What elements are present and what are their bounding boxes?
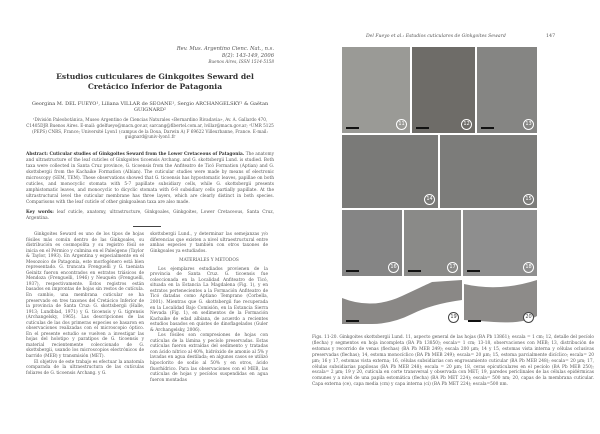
figure-panel-11 bbox=[342, 47, 410, 133]
panel-number: 11 bbox=[396, 119, 407, 130]
journal-name: Rev. Mus. Argentino Cienc. Nat., n.s. bbox=[176, 46, 274, 52]
figure-panel-20 bbox=[464, 278, 537, 326]
figure-panel-14 bbox=[342, 135, 438, 208]
panel-number: 20 bbox=[523, 312, 534, 323]
panel-number: 14 bbox=[424, 194, 435, 205]
panel-number: 12 bbox=[461, 119, 472, 130]
paragraph: Los fósiles son compresiones de hojas con cutículas de la lámina y pecíolo preservadas. Estas cutículas fueron extraídas del sedimento y tratadas con ácido nítrico al 40%, hidróxido de amonio al 5% y lavadas en agua destilada; en algunos casos se utilizó hipoclorito de sodio al 50% y en otros, ácido fluorhídrico. Para las observaciones con el MEB, las cutículas de hojas y pecíolos suspendidas en agua fueron montadas bbox=[150, 333, 268, 383]
figure-panel-12 bbox=[412, 47, 475, 133]
panel-number: 13 bbox=[523, 119, 534, 130]
scale-bar bbox=[467, 270, 480, 272]
keywords-text: leaf cuticle, anatomy, ultrastructure, Ginkgoales, Ginkgoites, Lower Cretaceous, Santa Cruz, Argentina. bbox=[26, 210, 274, 221]
panel-number: 19 bbox=[448, 312, 459, 323]
cuticle-section-image bbox=[342, 278, 462, 326]
paper-authors: Georgina M. DEL FUEYO¹, Liliana VILLAR de SEOANE¹, Sergio ARCHANGELSKY¹ & Gaëtan GUIGNARD² bbox=[31, 101, 269, 114]
figure-panel-18 bbox=[463, 210, 537, 276]
author-affiliations: ¹División Paleobotánica, Museo Argentino de Ciencias Naturales «Bernardino Rivadavia», Av. A. Gallardo 470, C1405DJR Buenos Aires. E-mail: gdelfueyo@macn.gov.ar, sarcang@fibertel.com.ar, lvillar@macn.gov.ar; ²UMR 5125 (PEPS) CNRS, France; Université Lyon1 (campus de la Doua, Darwin A) F 69622 Villeurbanne, France. E-mail: guignard@univ-lyon1.fr bbox=[26, 117, 274, 140]
figure-panel-19 bbox=[342, 278, 462, 326]
scale-bar bbox=[416, 127, 429, 129]
body-column-2 bbox=[150, 232, 268, 383]
keywords-label: Key words: bbox=[26, 210, 54, 215]
scale-bar bbox=[346, 320, 359, 322]
section-heading: MATERIALES Y METODOS bbox=[179, 258, 239, 264]
figure-panel-16 bbox=[342, 210, 402, 276]
paragraph: El objetivo de este trabajo es efectuar la anatomía comparada de la ultraestructura de las cutículas foliares de G. ticoensis Archang. y G. bbox=[26, 359, 144, 376]
abstract-label: Abstract: Cuticular studies of Ginkgoites Seward from the Lower Cretaceous of Patagonia. bbox=[26, 152, 245, 157]
panel-number: 16 bbox=[388, 262, 399, 273]
paragraph: Los ejemplares estudiados provienen de la provincia de Santa Cruz. G. ticoensis fue coleccionada en la Localidad Anfiteatro de Ticó, situada en la Estancia La Magdalena (Fig. 1), y en estratos pertenecientes a la Formación Anfiteatro de Ticó datadas como Aptiano Temprano (Corbella, 2001). Mientras que G. skottsbergii fue recuperada en la Localidad Bajo Comisión, en la Estancia Sierra Nevada (Fig. 1), en sedimentos de la Formación Kachaike de edad albiana, de acuerdo a recientes estudios basados en quistes de dinoflagelados (Guler & Archangelsky, 2006). bbox=[150, 266, 268, 333]
abstract-text: The anatomy and ultrastructure of the leaf cuticles of Ginkgoites ticoensis Archang. and G. skottsbergii Lund. is studied. Both taxa were collected in Santa Cruz province, G. ticoensis from the Anfiteatro de Ticó Formation (Aptian) and G. skottsbergii from the Kachaike Formation (Albian). The cuticular studies were made by means of electronic microscopy (SEM, TEM). These observations showed that G. ticoensis has hypostomatic leaves, papillae on both cuticles, and monocyclic stomata with 5-7 papillate subsidiary cells, while G. skottsbergii presents amphistomatic leaves, and monocyclic to dicyclic stomata with 6-8 subsidiary cells partially papillate. At the ultrastructural level the cuticular membrane has three layers, which are clearly distinct in both species. Comparisons with the leaf cuticle of other ginkgoalean taxa are also made. bbox=[26, 152, 274, 205]
journal-citation bbox=[177, 46, 274, 66]
scale-bar bbox=[408, 270, 421, 272]
journal-volume: 8(2): 143-149, 2006 bbox=[221, 52, 274, 59]
journal-issn: Buenos Aires, ISSN 1514-5158 bbox=[208, 59, 274, 65]
panel-number: 15 bbox=[523, 194, 534, 205]
paragraph: skottsbergii Lund., y determinar las semejanzas y/o diferencias que existen a nivel ultraestructural entre ambas especies y también con otros taxones de Ginkgoales ya estudiados. bbox=[150, 232, 268, 254]
paper-title: Estudios cuticulares de Ginkgoites Seward del Cretácico Inferior de Patagonia bbox=[56, 72, 254, 91]
scale-bar bbox=[468, 320, 481, 322]
paragraph: Ginkgoites Seward es uno de los tipos de hojas fósiles más común dentro de las Ginkgoales, su distribución es cosmopolita y su registro fósil se inicia en el Pérmico y culmina en el Paleógeno (Taylor & Taylor, 1993). En Argentina y especialmente en el Mesozoico de Patagonia, este morfogénero está bien representado. G. truncata Frenguelli y G. taeniata Geinitz fueron encontrados en estratos triásicos de Mendoza (Frenguelli, 1946) y Neuquén (Frenguelli, 1937), respectivamente. Estos registros están basados en improntas de hojas sin restos de cutícula. En cambio, una membrana cuticular se ha preservado en tres taxones del Cretácico Inferior de la provincia de Santa Cruz: G. skottsbergii (Halle, 1913; Lundblad, 1971) y G. ticoensis y G. tigrensis (Archangelsky, 1965). Las descripciones de las cutículas de las dos primeras especies se basaron en observaciones realizadas con el microscopio óptico. En el presente estudio se vuelven a investigar las hojas del holotipo y paratipos de G. ticoensis y material recientemente coleccionado de G. skottsbergii, usando los microscopios electrónicos de barrido (MEB) y transmisión (MET). bbox=[26, 232, 144, 360]
right-page bbox=[300, 0, 600, 434]
section-divider bbox=[133, 226, 161, 227]
body-column-1 bbox=[26, 232, 144, 376]
scale-bar bbox=[481, 127, 494, 129]
running-head: Del Fueyo et al.: Estudios cuticulares de Ginkgoites Seward bbox=[366, 34, 506, 39]
figure-panel-15 bbox=[440, 135, 537, 208]
panel-number: 17 bbox=[447, 262, 458, 273]
scale-bar bbox=[346, 127, 359, 129]
abstract bbox=[26, 152, 274, 206]
page-number: 147 bbox=[546, 34, 556, 39]
figure-panel-13 bbox=[477, 47, 537, 133]
figure-panel-17 bbox=[404, 210, 461, 276]
scale-bar bbox=[346, 270, 359, 272]
panel-number: 18 bbox=[523, 262, 534, 273]
keywords bbox=[26, 210, 274, 222]
figure-caption: Figs. 11-20. Ginkgoites skottsbergii Lund. 11, aspecto general de las hojas (BA Pb 13861); escala = 1 cm; 12, detalle del pecíolo (flecha) y segmentos en hoja incompleta (BA Pb 13850); escala= 1 cm; 13-18, observaciones con MEB; 13, distribución de estomas y recorrido de venas (flechas) (BA Pb MEB 249); escala 200 µm; 14 y 15, estomas vista interna y células oclusivas preservadas (flechas); 14, estoma monocíclico (BA Pb MEB 249); escala= 20 µm; 15, estoma parcialmente dicíclico; escala= 20 µm; 16 y 17, estomas vista externa; 16, células subsidiarias con engrosamiento cuticular (BA Pb MEB 248); escala= 20 µm; 17, células subsidiarias papilosas (BA Pb MEB 248); escala = 20 µm; 18, ceras epicuticulares en el pecíolo (BA Pb MEB 250); escala= 2 µm; 19 y 20, cutícula en corte transversal y observada con MET; 19, paredes periclinales de las células epidérmicas comunes y a nivel de una papila estomática (flecha) (BA Pb MET 224); escala= 500 nm; 20, capas de la membrana cuticular. Capa externa (ce), capa media (cm) y capa interna (ci) (BA Pb MET 224); escala=500 nm. bbox=[312, 335, 594, 388]
